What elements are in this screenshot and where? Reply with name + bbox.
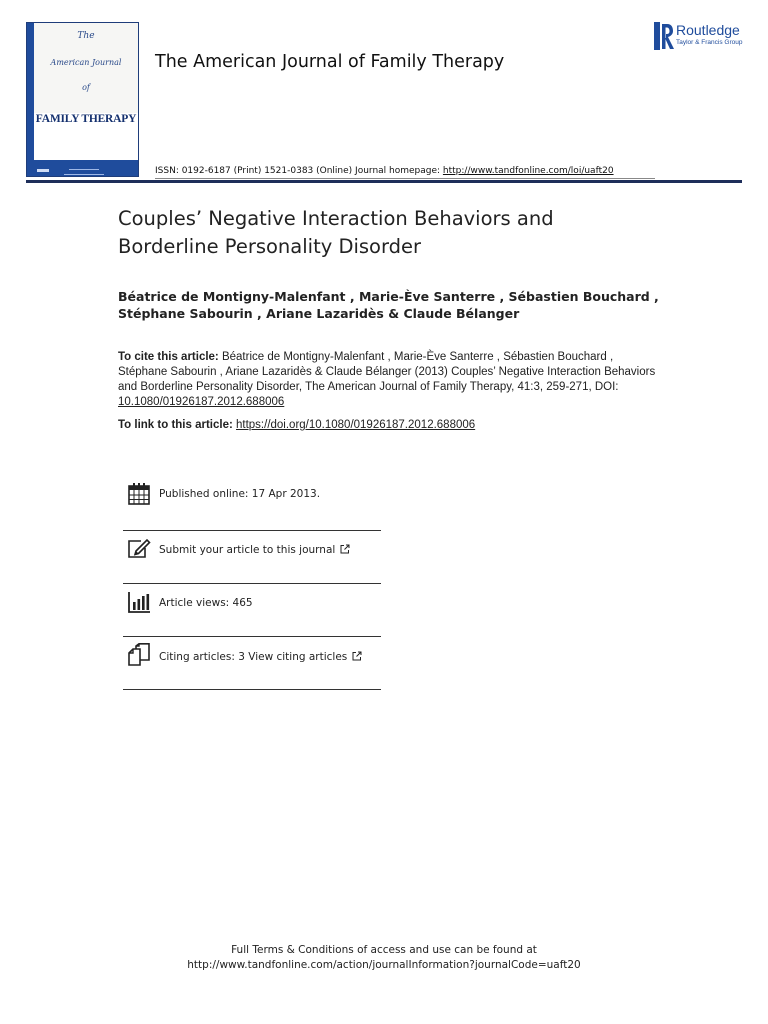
citing-articles-label: Citing articles: 3 View citing articles: [159, 651, 348, 663]
issn-text: ISSN: 0192-6187 (Print) 1521-0383 (Online) Journal homepage:: [155, 166, 443, 176]
info-row-published: [123, 478, 381, 531]
citation: [118, 350, 658, 410]
link-label: To link to this article:: [118, 419, 236, 431]
publisher-subtitle: Taylor & Francis Group: [676, 39, 743, 46]
journal-homepage-link[interactable]: http://www.tandfonline.com/loi/uaft20: [442, 166, 614, 176]
authors-line: Béatrice de Montigny-Malenfant , Marie-Ève Santerre , Sébastien Bouchard ,: [118, 289, 659, 304]
authors-line: Stéphane Sabourin , Ariane Lazaridès & Claude Bélanger: [118, 306, 520, 321]
article-title: [118, 205, 658, 261]
cover-publisher-logo: [37, 169, 49, 172]
article-title-line: Borderline Personality Disorder: [118, 235, 422, 258]
header-rule: [26, 180, 742, 183]
cover-text-the: The: [77, 31, 95, 41]
publisher-logo: [654, 22, 754, 52]
article-title-line: Couples’ Negative Interaction Behaviors and: [118, 207, 554, 230]
journal-title: The American Journal of Family Therapy: [155, 52, 505, 72]
info-row-submit[interactable]: [123, 531, 381, 584]
calendar-icon: [127, 482, 151, 506]
footer: [0, 943, 768, 973]
cite-text: Béatrice de Montigny-Malenfant , Marie-Ève Santerre , Sébastien Bouchard , Stéphane Sabourin , Ariane Lazaridès & Claude Bélanger (2013) Couples’ Negative Interaction Behaviors and Borderline Personality Disorder, The American Journal of Family Therapy, 41:3, 259-271, DOI:: [118, 351, 656, 393]
views-text: Article views: 465: [159, 597, 253, 609]
cover-text-of: of: [82, 83, 90, 92]
cover-side-band: [27, 23, 34, 176]
routledge-logo-icon: [654, 22, 674, 50]
article-info-list: [123, 478, 381, 690]
external-link-icon: [340, 544, 350, 554]
article-doi-link[interactable]: https://doi.org/10.1080/01926187.2012.688006: [236, 419, 476, 431]
footer-terms-text: Full Terms & Conditions of access and use can be found at: [231, 944, 537, 956]
cite-label: To cite this article:: [118, 351, 219, 363]
documents-icon: [127, 643, 151, 667]
info-row-citing[interactable]: [123, 637, 381, 690]
edit-icon: [127, 537, 151, 561]
journal-cover: [26, 22, 139, 177]
submit-article-link[interactable]: [159, 544, 350, 556]
header-rule-thin: [155, 178, 655, 179]
cover-subtitle-line: [64, 174, 104, 175]
cover-text-family-therapy: FAMILY THERAPY: [35, 113, 137, 125]
bar-chart-icon: [127, 590, 151, 614]
submit-article-label: Submit your article to this journal: [159, 544, 336, 556]
info-row-views: [123, 584, 381, 637]
external-link-icon: [352, 651, 362, 661]
footer-terms-link[interactable]: http://www.tandfonline.com/action/journalInformation?journalCode=uaft20: [187, 959, 581, 971]
article-link-line: [118, 419, 678, 431]
issn-line: [155, 166, 614, 176]
cite-doi-link[interactable]: 10.1080/01926187.2012.688006: [118, 396, 285, 408]
published-text: Published online: 17 Apr 2013.: [159, 488, 321, 500]
publisher-name: Routledge: [676, 22, 740, 38]
authors: [118, 288, 678, 322]
citing-articles-link[interactable]: [159, 651, 362, 663]
cover-subtitle-line: [69, 169, 99, 170]
cover-text-american-journal: American Journal: [50, 58, 122, 67]
